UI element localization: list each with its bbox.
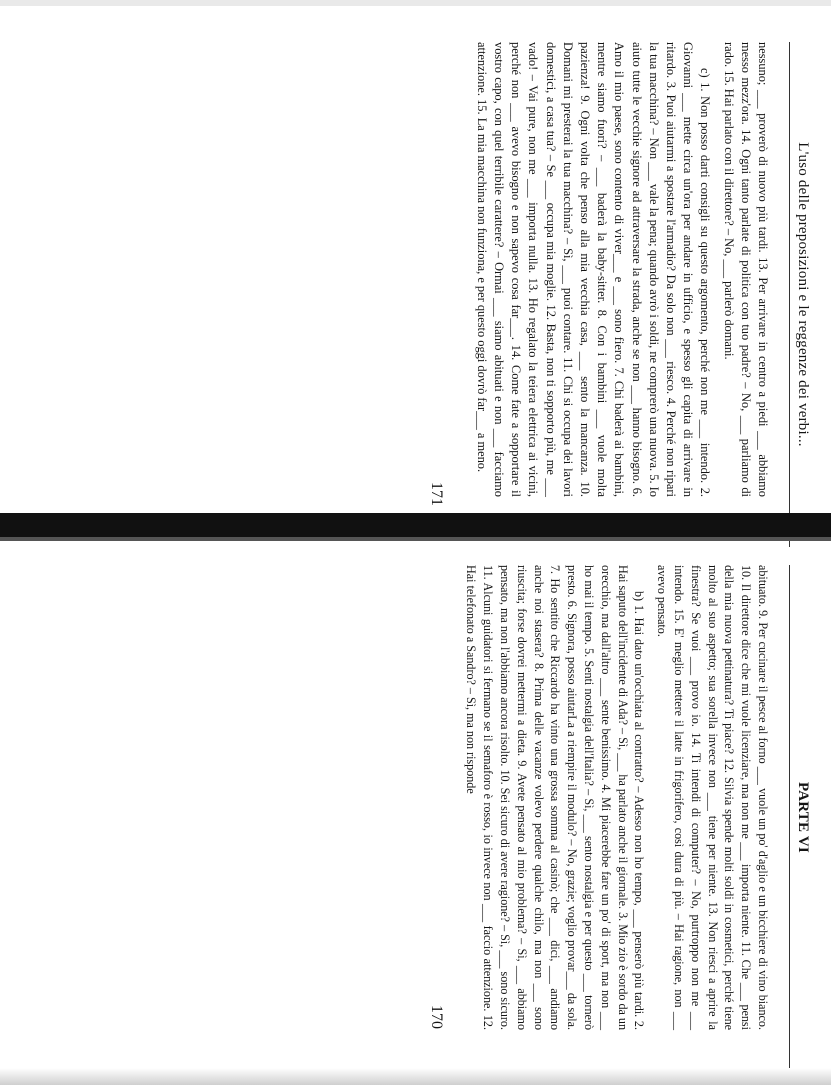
scan-edge-bottom	[0, 1068, 831, 1085]
right-page-body	[467, 42, 771, 497]
running-head-right: L'uso delle preposizioni e le reggenze dei verbi...	[789, 42, 811, 547]
page-number-left: 170	[428, 1005, 445, 1029]
running-head-left: PARTE VI	[789, 565, 811, 1070]
paragraph-left-2: b) 1. Hai dato un'occhiata al contratto? – Adesso non ho tempo, ___ penserò più tardi. 2. Hai saputo dell'incidente di Ada? – Sì, ___ ha parlato anche il giornale. 3. Mio zio è sordo da un orecchio, ma dall'altro ___ sente benissimo. 4. Mi piacerebbe fare un po' di sport, ma non ___ ho mai il tempo. 5. Senti nostalgia dell'Italia? – Sì, ___ sento nostalgia e per questo ___ tornerò presto. 6. Signora, posso aiutarLa a riempire il modulo? – No, grazie; voglio provar___ da sola. 7. Ho sentito che Riccardo ha vinto una grossa somma al casinò; che ___ dici, ___ andiamo anche noi stasera? 8. Prima delle vacanze volevo perdere qualche chilo, ma non ___ sono riuscita; forse dovrei mettermi a dieta. 9. Avete pensato al mio problema? – Sì, ___ abbiamo pensato, ma non l'abbiamo ancora risolto. 10. Sei sicuro di avere ragione? – Sì, ___ sono sicuro. 11. Alcuni guidatori si fermano se il semaforo è rosso, io invece non ___ faccio attenzione. 12. Hai telefonato a Sandro? – Sì, ma non risponde	[464, 565, 647, 1030]
paragraph-left-1: abituato. 9. Per cucinare il pesce al forno ___ vuole un po' d'aglio e un bicchiere di vino bianco. 10. Il direttore dice che mi vuole licenziare, ma non me ___ importa niente. 11. Che ___ pensi della mia nuova pettinatura? Ti piace? 12. Silvia spende molti soldi in cosmetici, perché tiene molto al suo aspetto; sua sorella invece non ___ tiene per niente. 13. Non riesci a aprire la finestra? Se vuoi ___ provo io. 14. Ti intendi di computer? – No, purtroppo non me ___ intendo. 15. E' meglio mettere il latte in frigorifero, così dura di più. – Hai ragione, non ___ avevo pensato.	[655, 565, 770, 1030]
page-number-right: 171	[428, 482, 445, 506]
right-page	[415, 22, 815, 512]
paragraph-right-1: nessuno; ___ proverò di nuovo più tardi. 13. Per arrivare in centro a piedi ___ abbiamo messo mezz'ora. 14. Ogni tanto parlate di politica con tuo padre? – No, ___ parliamo di rado. 15. Hai parlato con il direttore? – No, ___ parlerò domani.	[721, 42, 770, 497]
paragraph-right-2: c) 1. Non posso darti consigli su questo argomento, perché non me ___ intendo. 2. Giovanni ___ mette circa un'ora per andare in ufficio, e spesso gli capita di arrivare in ritardo. 3. Puoi aiutarmi a spostare l'armadio? Da solo non ___ riesco. 4. Perché non ripari la tua macchina? – Non ___ vale la pena; quando avrò i soldi, ne comprerò una nuova. 5. Io aiuto tutte le vecchie signore ad attraversare la strada, anche se non ___ hanno bisogno. 6. Amo il mio paese, sono contento di viver___ e ___ sono fiero. 7. Chi baderà ai bambini, mentre siamo fuori? – ___ baderà la baby-sitter. 8. Con i bambini ___ vuole molta pazienza! 9. Ogni volta che penso alla mia vecchia casa, ___ sento la mancanza. 10. Domani mi presterai la tua macchina? – Sì, ___ puoi contare. 11. Chi si occupa dei lavori domestici, a casa tua? – Se ___ occupa mia moglie. 12. Basta, non ti sopporto più, me ___ vado! – Vai pure, non me ___ importa nulla. 13. Ho regalato la teiera elettrica ai vicini, perché non ___ avevo bisogno e non sapevo cosa far___. 14. Come fate a sopportare il vostro capo, con quel terribile carattere? – Ormai ___ siamo abituati e non ___ facciamo attenzione. 15. La mia macchina non funziona, e per questo oggi dovrò far___ a meno.	[474, 42, 713, 497]
left-page	[415, 545, 815, 1045]
scan-edge-top	[0, 0, 831, 6]
binding-gutter	[0, 513, 831, 537]
left-page-body	[457, 565, 771, 1030]
